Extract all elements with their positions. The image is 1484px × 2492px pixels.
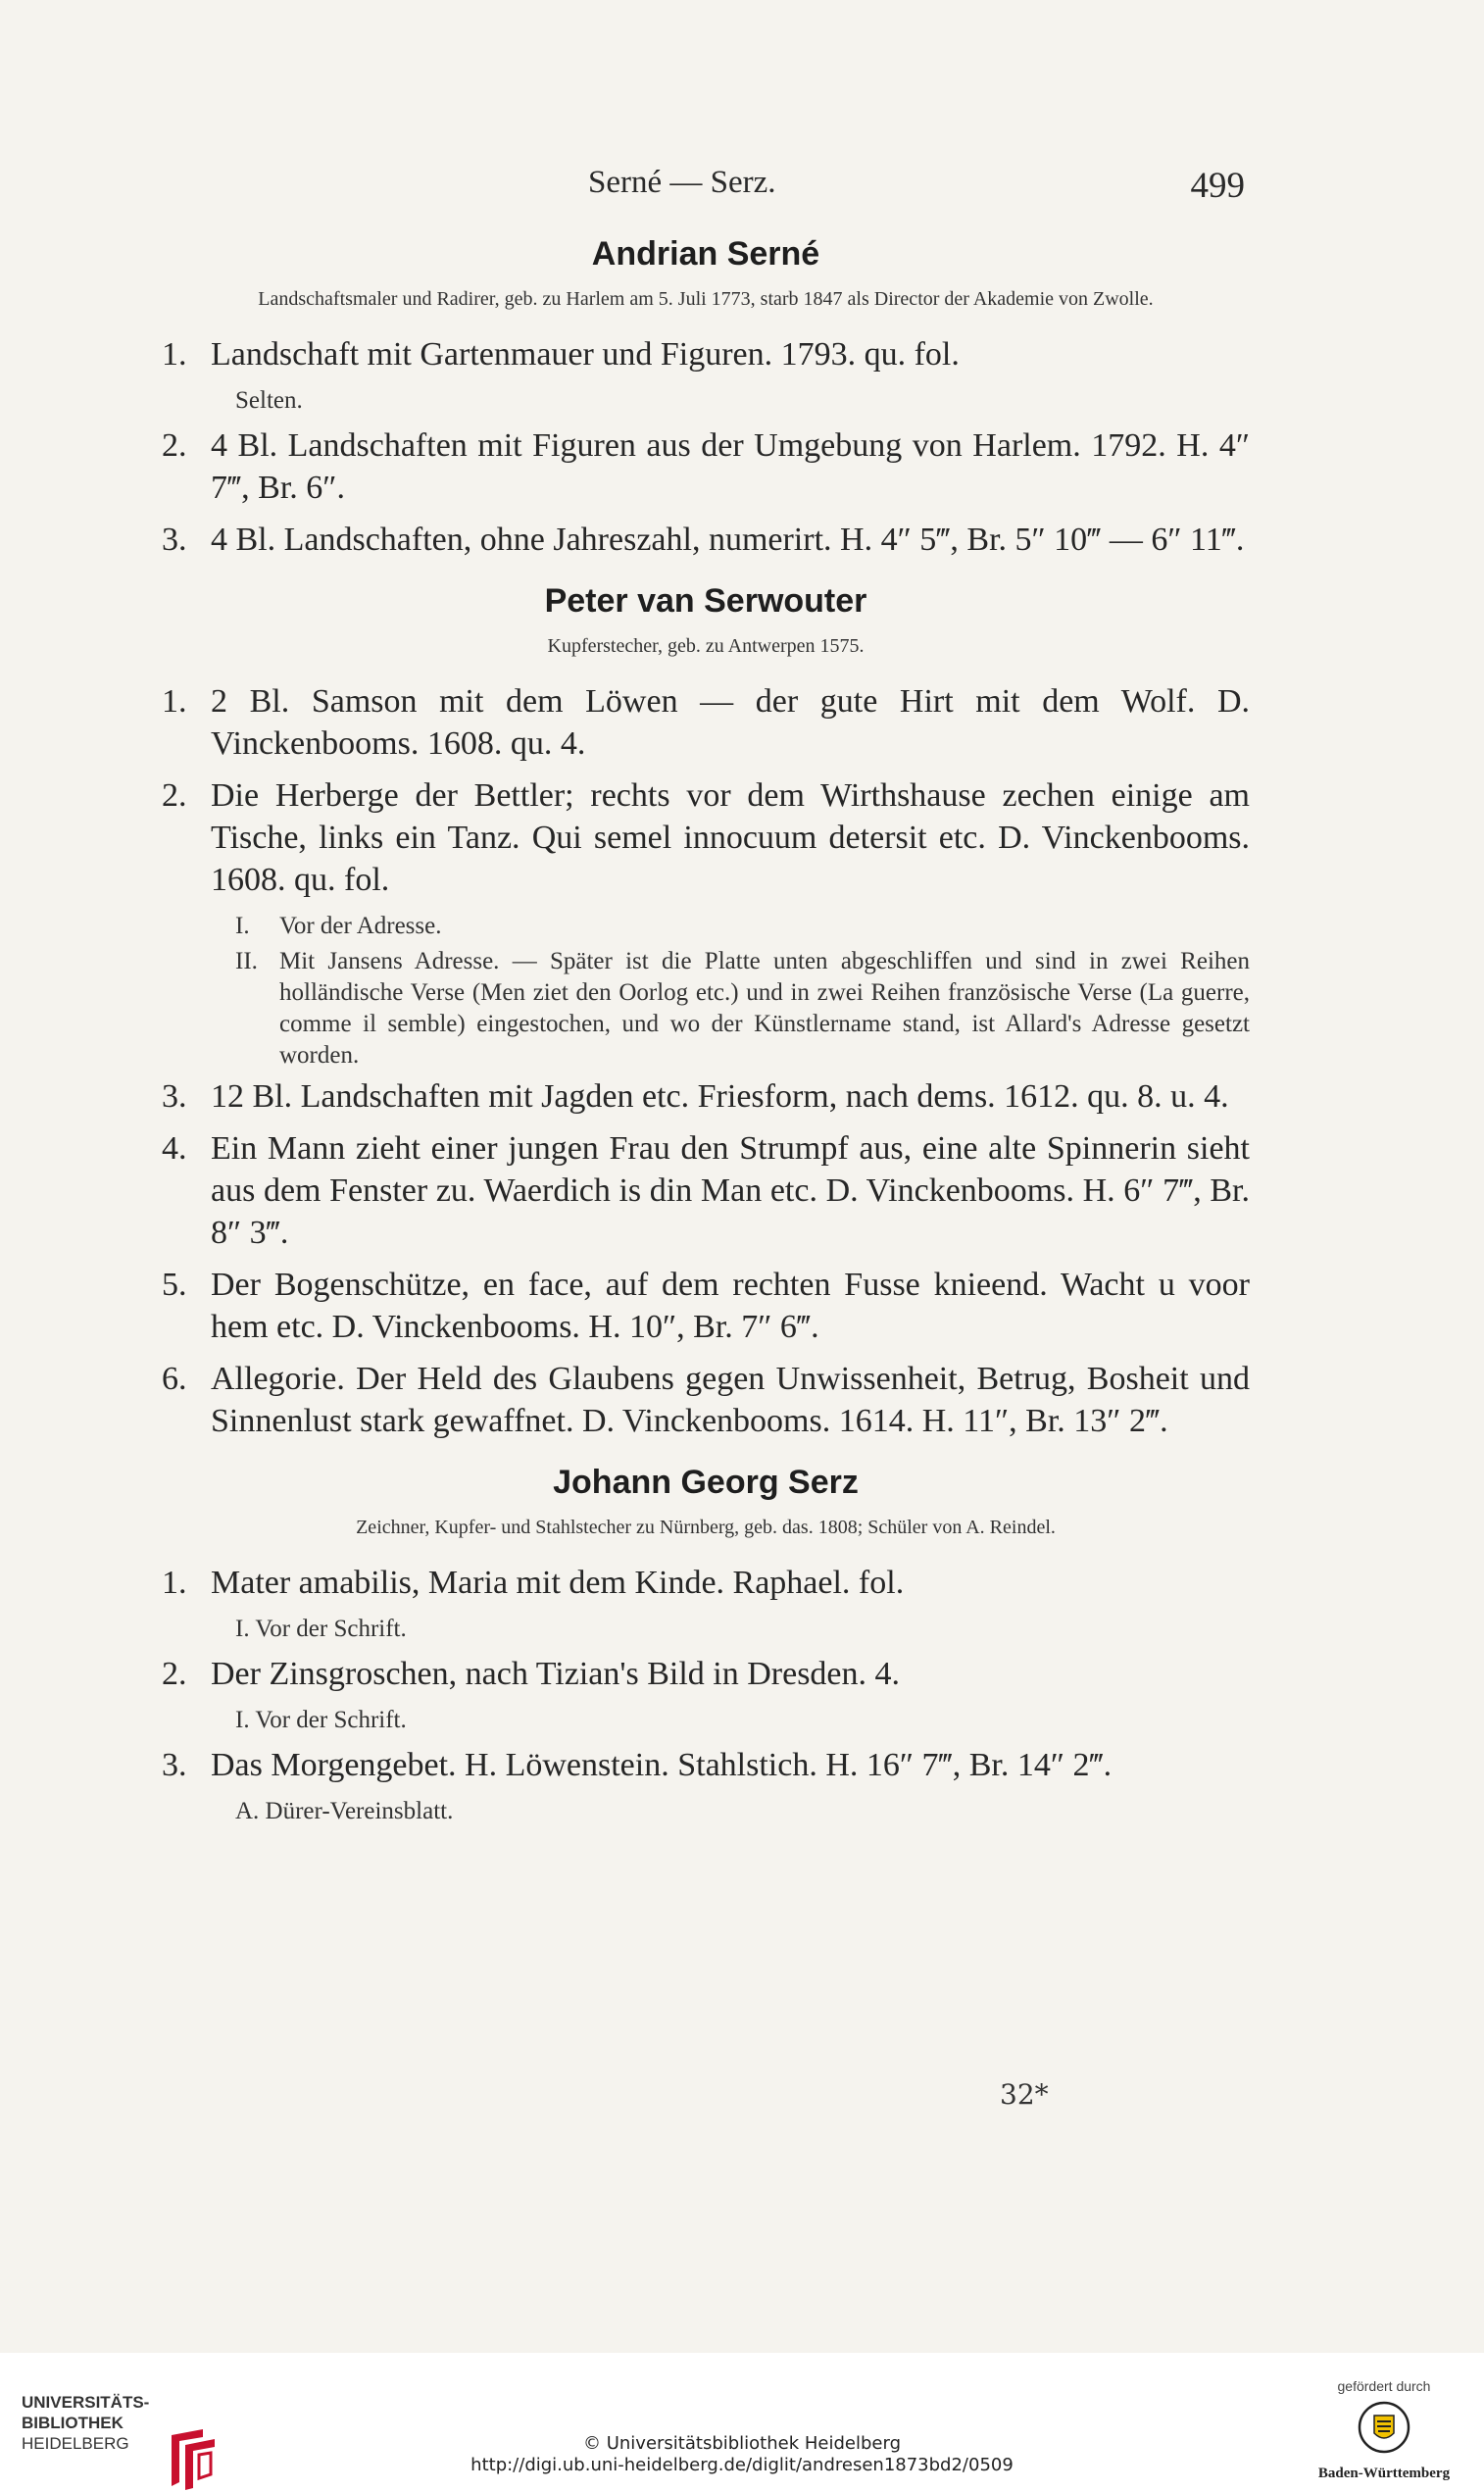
state-text: Mit Jansens Adresse. — Später ist die Platte unten abgeschliffen und sind in zwei Reihen holländische Verse (Men ziet den Oorlog etc.) und in zwei Reihen französische Verse (La guerre, comme il semble) eingestochen, und wo der Künstlername stand, ist Allard's Adresse gesetzt worden. xyxy=(279,948,1250,1069)
sponsor-name: Baden-Württemberg xyxy=(1317,2466,1451,2481)
entry-number: 5. xyxy=(162,1267,187,1303)
catalog-entry xyxy=(162,1358,1250,1442)
sponsor-label: gefördert durch xyxy=(1337,2378,1431,2394)
page-content xyxy=(162,235,1250,1849)
artist-section xyxy=(162,235,1250,561)
library-name-line: BIBLIOTHEK xyxy=(22,2414,124,2432)
copyright-block xyxy=(0,2433,1484,2476)
entry-text: 4 Bl. Landschaften, ohne Jahreszahl, numerirt. H. 4″ 5‴, Br. 5″ 10‴ — 6″ 11‴. xyxy=(211,522,1245,558)
entry-number: 3. xyxy=(162,1078,187,1115)
page-number: 499 xyxy=(1190,166,1245,206)
catalog-entry xyxy=(162,1075,1250,1118)
entry-text: Mater amabilis, Maria mit dem Kinde. Raphael. fol. xyxy=(211,1565,905,1601)
artist-section xyxy=(162,582,1250,1442)
entry-text: 4 Bl. Landschaften mit Figuren aus der Umgebung von Harlem. 1792. H. 4″ 7‴, Br. 6″. xyxy=(211,427,1250,506)
entry-text: Ein Mann zieht einer jungen Frau den Strumpf aus, eine alte Spinnerin sieht aus dem Fenster zu. Waerdich is din Man etc. D. Vinckenbooms. H. 6″ 7‴, Br. 8″ 3‴. xyxy=(211,1130,1250,1251)
catalog-entry xyxy=(162,1744,1250,1786)
footer-bar xyxy=(0,2353,1484,2480)
catalog-entry xyxy=(162,1562,1250,1604)
running-title: Serné — Serz. xyxy=(588,165,776,200)
entry-number: 1. xyxy=(162,1565,187,1601)
entry-text: Die Herberge der Bettler; rechts vor dem Wirthshause zechen einige am Tische, links ein Tanz. Qui semel innocuum detersit etc. D. Vinckenbooms. 1608. qu. fol. xyxy=(211,777,1250,898)
entry-note: A. Dürer-Vereinsblatt. xyxy=(235,1798,454,1824)
entry-number: 1. xyxy=(162,336,187,373)
source-url[interactable]: http://digi.ub.uni-heidelberg.de/diglit/andresen1873bd2/0509 xyxy=(470,2455,1014,2475)
entry-text: Der Zinsgroschen, nach Tizian's Bild in Dresden. 4. xyxy=(211,1656,901,1692)
artist-bio: Zeichner, Kupfer- und Stahlstecher zu Nürnberg, geb. das. 1808; Schüler von A. Reindel. xyxy=(356,1517,1056,1538)
entry-number: 1. xyxy=(162,683,187,720)
catalog-entry xyxy=(162,424,1250,509)
artist-name: Peter van Serwouter xyxy=(544,582,867,620)
artist-bio: Landschaftsmaler und Radirer, geb. zu Harlem am 5. Juli 1773, starb 1847 als Director der Akademie von Zwolle. xyxy=(258,288,1154,310)
entry-number: 2. xyxy=(162,777,187,814)
library-name-line: UNIVERSITÄTS- xyxy=(22,2393,150,2412)
entry-number: 3. xyxy=(162,1747,187,1783)
catalog-entry xyxy=(162,680,1250,765)
entry-text: Landschaft mit Gartenmauer und Figuren. 1793. qu. fol. xyxy=(211,336,960,373)
state-crest-icon xyxy=(1357,2400,1411,2455)
artist-name: Andrian Serné xyxy=(591,235,820,273)
artist-section xyxy=(162,1464,1250,1827)
catalog-entry xyxy=(162,774,1250,901)
sponsor-block xyxy=(1306,2378,1462,2482)
entry-note: I. Vor der Schrift. xyxy=(235,1707,407,1733)
entry-text: Allegorie. Der Held des Glaubens gegen Unwissenheit, Betrug, Bosheit und Sinnenlust stark gewaffnet. D. Vinckenbooms. 1614. H. 11″, Br. 13″ 2‴. xyxy=(211,1361,1250,1439)
entry-text: 2 Bl. Samson mit dem Löwen — der gute Hirt mit dem Wolf. D. Vinckenbooms. 1608. qu. 4. xyxy=(211,683,1250,762)
entry-note: I. Vor der Schrift. xyxy=(235,1616,407,1642)
library-name-line: HEIDELBERG xyxy=(22,2434,129,2453)
catalog-entry xyxy=(162,1127,1250,1254)
state-text: Vor der Adresse. xyxy=(279,913,442,939)
copyright-text: © Universitätsbibliothek Heidelberg xyxy=(582,2433,901,2454)
state-number: I. xyxy=(235,913,250,939)
state-number: II. xyxy=(235,948,258,974)
signature-mark: 32* xyxy=(1000,2078,1049,2111)
catalog-entry xyxy=(162,1653,1250,1695)
entry-number: 3. xyxy=(162,522,187,558)
entry-text: Das Morgengebet. H. Löwenstein. Stahlstich. H. 16″ 7‴, Br. 14″ 2‴. xyxy=(211,1747,1113,1783)
entry-text: 12 Bl. Landschaften mit Jagden etc. Friesform, nach dems. 1612. qu. 8. u. 4. xyxy=(211,1078,1229,1115)
entry-number: 6. xyxy=(162,1361,187,1397)
artist-name: Johann Georg Serz xyxy=(553,1464,859,1501)
artist-bio: Kupferstecher, geb. zu Antwerpen 1575. xyxy=(547,635,865,657)
catalog-entry xyxy=(162,333,1250,375)
entry-number: 4. xyxy=(162,1130,187,1167)
entry-note: Selten. xyxy=(235,387,303,414)
entry-state xyxy=(235,946,1250,1072)
catalog-entry xyxy=(162,519,1250,561)
entry-state xyxy=(235,911,1250,942)
entry-text: Der Bogenschütze, en face, auf dem rechten Fusse knieend. Wacht u voor hem etc. D. Vinckenbooms. H. 10″, Br. 7″ 6‴. xyxy=(211,1267,1250,1345)
entry-number: 2. xyxy=(162,1656,187,1692)
catalog-entry xyxy=(162,1264,1250,1348)
entry-number: 2. xyxy=(162,427,187,464)
